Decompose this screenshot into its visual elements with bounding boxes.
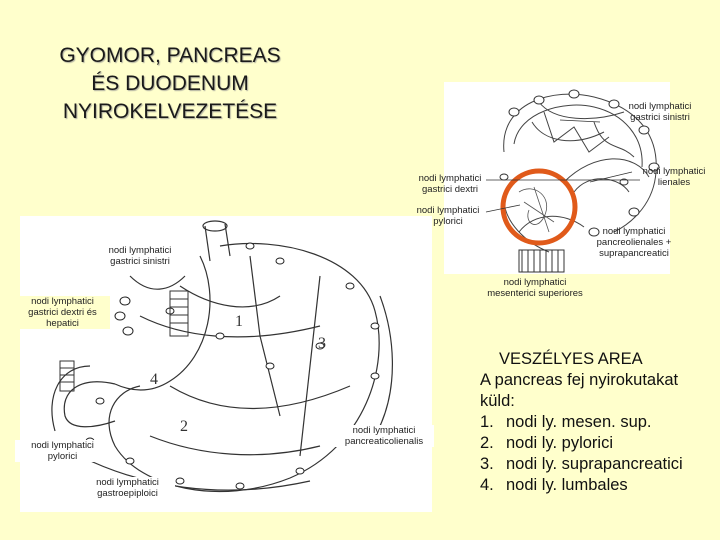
- label-top-pylorici: nodi lymphatici pylorici: [416, 205, 480, 227]
- list-item: 1. nodi ly. mesen. sup.: [480, 413, 652, 431]
- stomach-drawing: [20, 216, 432, 512]
- region-number-4: 4: [150, 371, 158, 388]
- list-item: 2. nodi ly. pylorici: [480, 434, 613, 452]
- danger-area-line-1: A pancreas fej nyirokutakat: [480, 371, 679, 389]
- label-top-pancreolienales: nodi lymphatici pancreolienales + suprapancreatici: [596, 226, 672, 259]
- danger-area-line-2: küld:: [480, 392, 515, 410]
- region-number-1: 1: [235, 313, 243, 330]
- region-number-2: 2: [180, 418, 188, 435]
- title-line-3: NYIROKELVEZETÉSE: [62, 100, 278, 123]
- title-line-1: GYOMOR, PANCREAS: [59, 44, 281, 67]
- label-pancreaticolienalis: nodi lymphatici pancreaticolienalis: [334, 425, 434, 447]
- danger-area-heading: VESZÉLYES AREA: [499, 350, 643, 368]
- page-title: [20, 42, 320, 126]
- danger-area-text: [480, 349, 683, 496]
- label-top-lienales: nodi lymphatici lienales: [642, 166, 706, 188]
- list-item: 3. nodi ly. suprapancreatici: [480, 455, 683, 473]
- title-line-2: ÉS DUODENUM: [91, 72, 249, 95]
- region-number-3: 3: [318, 335, 326, 352]
- list-item: 4. nodi ly. lumbales: [480, 476, 628, 494]
- lymph-node-list: [480, 412, 683, 496]
- label-top-gastrici-dextri: nodi lymphatici gastrici dextri: [418, 173, 482, 195]
- label-top-gastrici-sinistri: nodi lymphatici gastrici sinistri: [628, 101, 692, 123]
- label-gastroepiploici: nodi lymphatici gastroepiploici: [80, 477, 175, 499]
- label-pylorici: nodi lymphatici pylorici: [15, 440, 110, 462]
- label-gastrici-dextri-hepatici: nodi lymphatici gastrici dextri és hepatici: [15, 296, 110, 329]
- label-top-mesenterici: nodi lymphatici mesenterici superiores: [487, 277, 583, 299]
- stomach-lymph-illustration: [20, 216, 432, 512]
- label-gastrici-sinistri: nodi lymphatici gastrici sinistri: [85, 245, 195, 267]
